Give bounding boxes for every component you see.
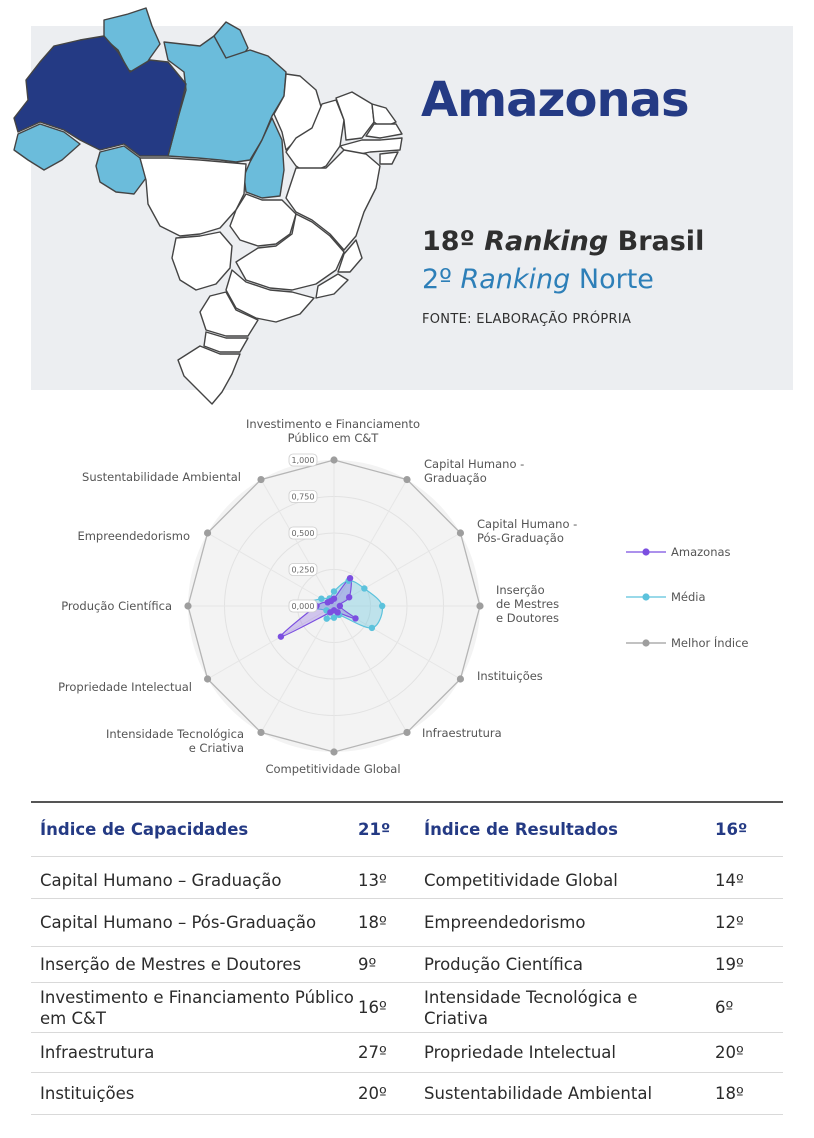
axis-label <box>77 529 190 543</box>
table-header-row <box>31 803 783 857</box>
table-cell: 19º <box>715 955 744 974</box>
table-cell: Produção Científica <box>424 955 583 974</box>
legend-marker <box>642 593 649 600</box>
ranking-brasil-word: Ranking <box>484 226 609 257</box>
table-row <box>31 1073 783 1115</box>
axis-label-line: Investimento e Financiamento <box>245 417 421 431</box>
axis-label-line: Pós-Graduação <box>477 531 564 545</box>
source-note: FONTE: ELABORAÇÃO PRÓPRIA <box>422 312 632 327</box>
axis-label-line: Infraestrutura <box>422 726 502 740</box>
axis-label-line: de Mestres <box>496 597 560 611</box>
series-melhor-point <box>204 675 211 682</box>
table-cell: 12º <box>715 913 744 932</box>
axis-label-line: Instituições <box>477 669 543 683</box>
series-amazonas-point <box>337 603 343 609</box>
table-row <box>31 947 783 983</box>
axis-label <box>106 727 244 755</box>
axis-label-line: Propriedade Intelectual <box>58 680 192 694</box>
table-cell: Propriedade Intelectual <box>424 1043 616 1062</box>
table-cell: 14º <box>715 871 744 890</box>
table-cell: 6º <box>715 998 734 1017</box>
ranking-norte <box>422 264 654 295</box>
axis-label-line: Inserção <box>496 583 545 597</box>
axis-label-line: Sustentabilidade Ambiental <box>82 470 241 484</box>
legend-marker <box>642 548 649 555</box>
table-cell: Capital Humano – Pós-Graduação <box>40 913 317 932</box>
axis-label <box>58 680 192 694</box>
series-amazonas-point <box>278 633 284 639</box>
axis-label-line: Empreendedorismo <box>77 529 190 543</box>
series-melhor-point <box>257 729 264 736</box>
series-melhor-point <box>257 476 264 483</box>
axis-label <box>82 470 241 484</box>
map-state-ms <box>172 232 232 290</box>
table-row <box>31 857 783 899</box>
state-title: Amazonas <box>421 72 689 128</box>
table-cell: Inserção de Mestres e Doutores <box>40 955 302 974</box>
axis-label-line: Competitividade Global <box>265 762 401 776</box>
series-melhor-point <box>204 529 211 536</box>
series-amazonas-point <box>347 575 353 581</box>
series-amazonas-point <box>346 594 352 600</box>
tick-label: 0,750 <box>291 492 315 502</box>
series-melhor-point <box>457 529 464 536</box>
series-media-point <box>324 615 330 621</box>
series-amazonas-point <box>328 598 334 604</box>
table-cell: 20º <box>358 1084 387 1103</box>
series-melhor-point <box>330 456 337 463</box>
table-cell: 13º <box>358 871 387 890</box>
table-cell: 18º <box>358 913 387 932</box>
axis-label-line: Público em C&T <box>287 431 379 445</box>
table-cell: 9º <box>358 955 377 974</box>
tick-label: 0,500 <box>291 529 315 538</box>
ranking-table <box>31 801 783 1115</box>
ranking-norte-suffix: Norte <box>578 264 654 295</box>
ranking-brasil <box>422 226 704 257</box>
tick-label: 1,000 <box>291 456 315 465</box>
series-amazonas-point <box>327 609 333 615</box>
header-resultados: Índice de Resultados <box>424 820 618 839</box>
tick-label: 0,000 <box>291 602 315 611</box>
axis-label-line: Capital Humano - <box>477 517 578 531</box>
legend-marker <box>642 639 649 646</box>
table-row <box>31 899 783 947</box>
ranking-brasil-number: 18º <box>422 226 475 257</box>
header-capacidades-rank: 21º <box>358 820 391 839</box>
ranking-brasil-suffix: Brasil <box>617 226 705 257</box>
table-cell: Capital Humano – Graduação <box>40 871 282 890</box>
table-cell: Infraestrutura <box>40 1043 155 1062</box>
table-row <box>31 983 783 1033</box>
table-cell: 27º <box>358 1043 387 1062</box>
table-cell: 18º <box>715 1084 744 1103</box>
table-cell: Empreendedorismo <box>424 913 586 932</box>
axis-label <box>477 669 543 683</box>
series-melhor-point <box>330 748 337 755</box>
series-melhor-point <box>457 675 464 682</box>
map-state-rs <box>178 346 240 404</box>
series-media-point <box>331 614 337 620</box>
legend-label: Média <box>671 590 706 604</box>
axis-label <box>61 599 172 613</box>
header-capacidades: Índice de Capacidades <box>40 820 249 839</box>
table-cell: Instituições <box>40 1084 135 1103</box>
ranking-norte-word: Ranking <box>460 264 571 295</box>
axis-label-line: Intensidade Tecnológica <box>105 727 244 741</box>
table-cell: Sustentabilidade Ambiental <box>424 1084 653 1103</box>
brazil-map <box>0 0 420 410</box>
series-media-point <box>331 588 337 594</box>
legend-label: Melhor Índice <box>671 636 749 650</box>
axis-label <box>496 583 559 625</box>
axis-label-line: Capital Humano - <box>424 457 525 471</box>
series-melhor-point <box>403 729 410 736</box>
axis-label-line: e Criativa <box>188 741 244 755</box>
tick-label: 0,250 <box>291 565 315 575</box>
axis-label <box>477 517 577 545</box>
series-media-point <box>379 603 385 609</box>
map-state-al <box>380 152 398 164</box>
header-resultados-rank: 16º <box>715 820 748 839</box>
table-cell: 20º <box>715 1043 744 1062</box>
axis-label <box>422 726 502 740</box>
table-cell: 16º <box>358 998 387 1017</box>
series-melhor-point <box>184 602 191 609</box>
series-melhor-point <box>403 476 410 483</box>
series-media-point <box>318 596 324 602</box>
series-media-point <box>361 585 367 591</box>
table-cell: Competitividade Global <box>424 871 618 890</box>
axis-label-line: e Doutores <box>496 611 559 625</box>
axis-label-line: Graduação <box>424 471 487 485</box>
ranking-norte-number: 2º <box>422 264 452 295</box>
table-cell: Investimento e Financiamento Público em C&T <box>40 987 354 1028</box>
legend-label: Amazonas <box>671 545 731 559</box>
axis-label <box>246 417 420 445</box>
axis-label <box>424 457 524 485</box>
series-melhor-point <box>476 602 483 609</box>
series-media-point <box>369 625 375 631</box>
axis-label-line: Produção Científica <box>61 599 172 613</box>
axis-label <box>265 762 400 776</box>
radar-chart <box>0 400 814 795</box>
table-row <box>31 1033 783 1073</box>
series-amazonas-point <box>352 615 358 621</box>
table-cell: Intensidade Tecnológica e Criativa <box>424 987 638 1028</box>
